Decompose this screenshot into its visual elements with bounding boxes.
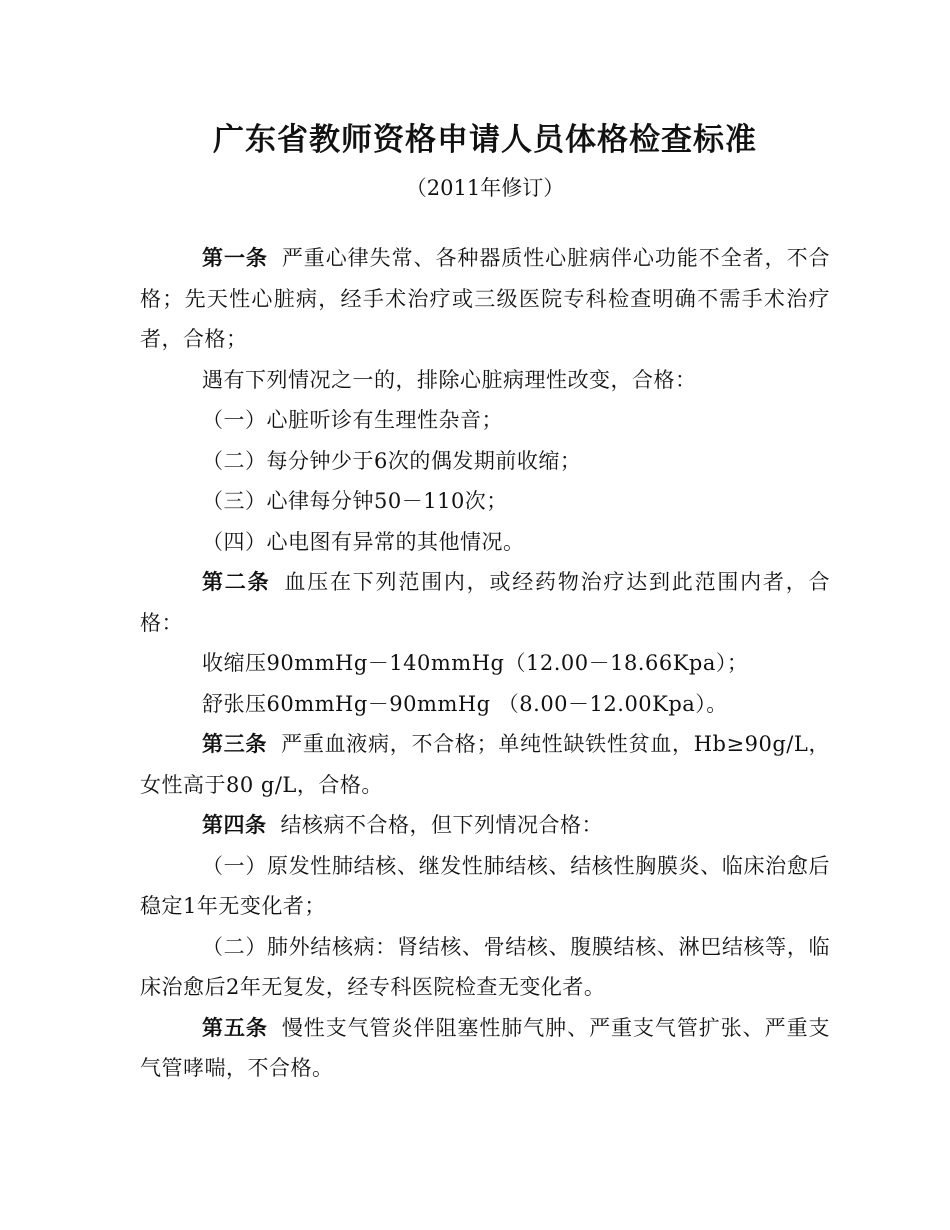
- article-4: [140, 805, 830, 846]
- article-1-item: （四）心电图有异常的其他情况。: [202, 529, 525, 554]
- article-1-item: 遇有下列情况之一的，排除心脏病理性改变，合格：: [202, 367, 697, 392]
- article-2-item: 收缩压90mmHg－140mmHg（12.00－18.66Kpa）；: [202, 651, 749, 675]
- article-1: [140, 238, 830, 360]
- article-2-text: 血压在下列范围内，或经药物治疗达到此范围内者，合格：: [140, 570, 831, 635]
- article-4-label: 第四条: [202, 812, 267, 837]
- document-subtitle: （2011年修订）: [405, 176, 565, 200]
- article-1-item: （二）每分钟少于6次的偶发期前收缩；: [202, 448, 582, 473]
- article-4-item: （一）原发性肺结核、继发性肺结核、结核性胸膜炎、临床治愈后稳定1年无变化者；: [140, 853, 830, 918]
- article-2-label: 第二条: [202, 569, 271, 594]
- article-5: [140, 1008, 830, 1089]
- document-title: 广东省教师资格申请人员体格检查标准: [213, 122, 757, 158]
- article-3-label: 第三条: [202, 731, 268, 756]
- article-3: [140, 724, 830, 805]
- article-1-label: 第一条: [202, 245, 268, 270]
- document-page: [140, 112, 830, 1089]
- article-1-item: （三）心律每分钟50－110次；: [202, 489, 508, 513]
- article-4-item: （二）肺外结核病：肾结核、骨结核、腹膜结核、淋巴结核等，临床治愈后2年无复发，经专科医院检查无变化者。: [140, 934, 830, 999]
- article-1-item: （一）心脏听诊有生理性杂音；: [202, 408, 503, 432]
- article-5-text: 慢性支气管炎伴阻塞性肺气肿、严重支气管扩张、严重支气管哮喘，不合格。: [140, 1015, 831, 1080]
- article-4-text: 结核病不合格，但下列情况合格：: [280, 813, 603, 837]
- article-2: [140, 562, 830, 643]
- article-3-text: 严重血液病，不合格；单纯性缺铁性贫血，Hb≥90g/L，女性高于80 g/L，合格。: [140, 732, 830, 797]
- article-2-item: 舒张压60mmHg－90mmHg （8.00－12.00Kpa）。: [202, 691, 728, 716]
- article-5-label: 第五条: [202, 1014, 268, 1040]
- article-1-text: 严重心律失常、各种器质性心脏病伴心功能不全者，不合格；先天性心脏病，经手术治疗或三级医院专科检查明确不需手术治疗者，合格；: [140, 246, 831, 351]
